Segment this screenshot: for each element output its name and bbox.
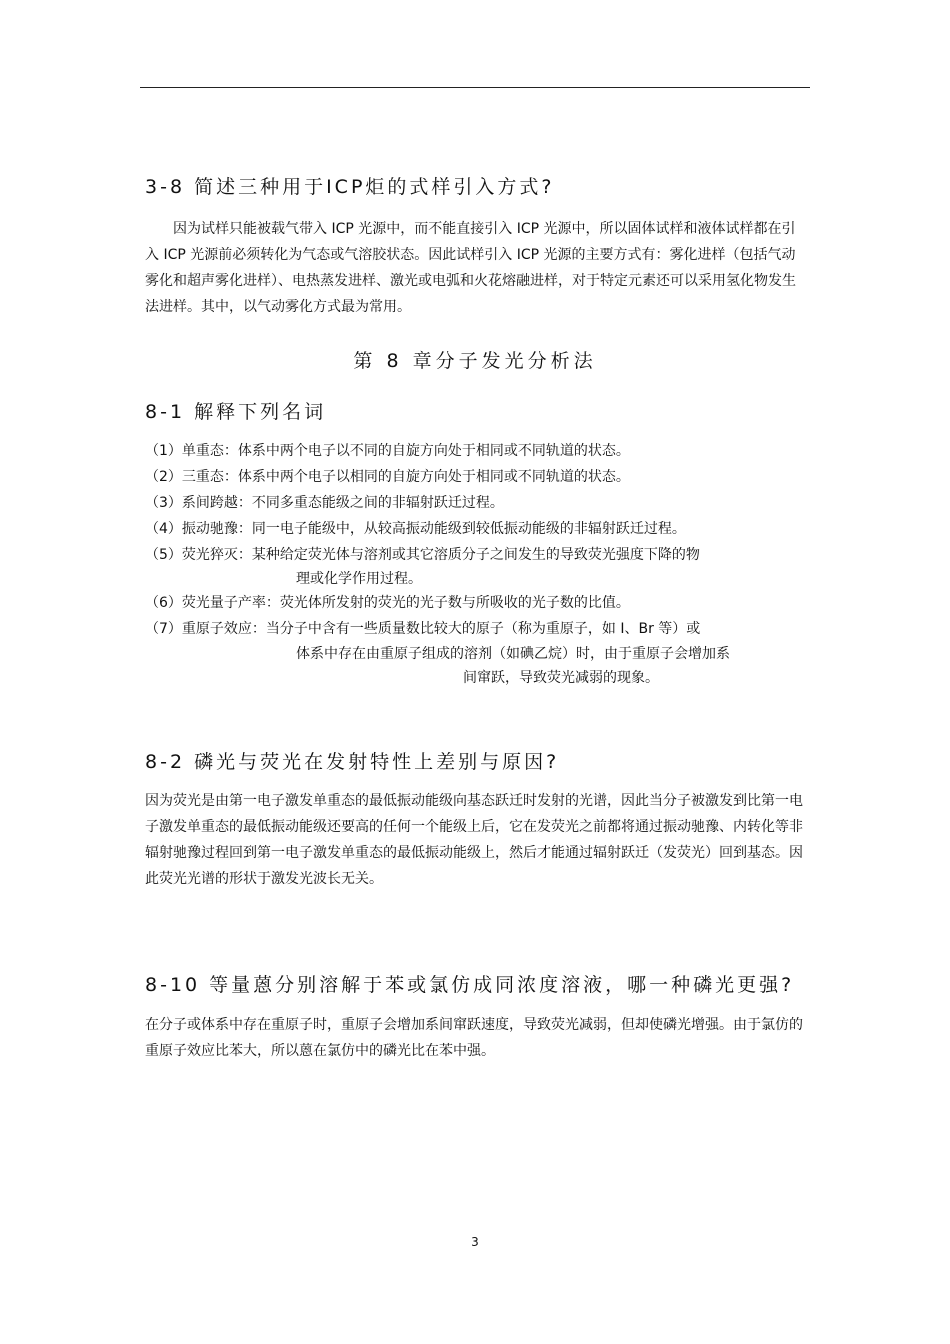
- question-8-10-heading: 8-10 等量蒽分别溶解于苯或氯仿成同浓度溶液，哪一种磷光更强?: [145, 974, 795, 996]
- question-8-2-answer: 因为荧光是由第一电子激发单重态的最低振动能级向基态跃迁时发射的光谱，因此当分子被激发到比第一电子激发单重态的最低振动能级还要高的任何一个能级上后，它在发荧光之前都将通过振动驰豫、内转化等非辐射驰豫过程回到第一电子激发单重态的最低振动能级上，然后才能通过辐射跃迁（发荧光）回到基态。因此荧光光谱的形状于激发光波长无关。: [145, 793, 803, 887]
- question-3-8-heading: 3-8 简述三种用于ICP炬的式样引入方式?: [145, 176, 555, 198]
- question-8-10-answer: 在分子或体系中存在重原子时，重原子会增加系间窜跃速度，导致荧光减弱，但却使磷光增强。由于氯仿的重原子效应比苯大，所以蒽在氯仿中的磷光比在苯中强。: [145, 1017, 803, 1059]
- chapter-title: 第 8 章分子发光分析法: [353, 350, 597, 372]
- definition-4: （4）振动驰豫：同一电子能级中，从较高振动能级到较低振动能级的非辐射跃迁过程。: [145, 521, 686, 537]
- definition-7-cont-1: 体系中存在由重原子组成的溶剂（如碘乙烷）时，由于重原子会增加系: [296, 646, 730, 662]
- definition-5: （5）荧光猝灭：某种给定荧光体与溶剂或其它溶质分子之间发生的导致荧光强度下降的物: [145, 547, 700, 563]
- definition-5-cont: 理或化学作用过程。: [296, 571, 422, 587]
- question-3-8-answer: 因为试样只能被载气带入 ICP 光源中，而不能直接引入 ICP 光源中，所以固体试样和液体试样都在引入 ICP 光源前必须转化为气态或气溶胶状态。因此试样引入 ICP 光源的主要方式有：雾化进样（包括气动雾化和超声雾化进样）、电热蒸发进样、激光或电弧和火花熔融进样，对于特定元素还可以采用氢化物发生法进样。其中，以气动雾化方式最为常用。: [145, 221, 796, 315]
- question-8-2-heading: 8-2 磷光与荧光在发射特性上差别与原因?: [145, 751, 560, 773]
- definition-1: （1）单重态：体系中两个电子以不同的自旋方向处于相同或不同轨道的状态。: [145, 443, 630, 459]
- definition-6: （6）荧光量子产率：荧光体所发射的荧光的光子数与所吸收的光子数的比值。: [145, 595, 630, 611]
- definition-3: （3）系间跨越：不同多重态能级之间的非辐射跃迁过程。: [145, 495, 504, 511]
- page-number: 3: [471, 1235, 479, 1249]
- question-8-1-heading: 8-1 解释下列名词: [145, 401, 327, 423]
- header-rule: [140, 87, 810, 88]
- definition-2: （2）三重态：体系中两个电子以相同的自旋方向处于相同或不同轨道的状态。: [145, 469, 630, 485]
- definition-7-cont-2: 间窜跃，导致荧光减弱的现象。: [463, 670, 659, 686]
- definition-7: （7）重原子效应：当分子中含有一些质量数比较大的原子（称为重原子，如 I、Br 等）或: [145, 621, 701, 637]
